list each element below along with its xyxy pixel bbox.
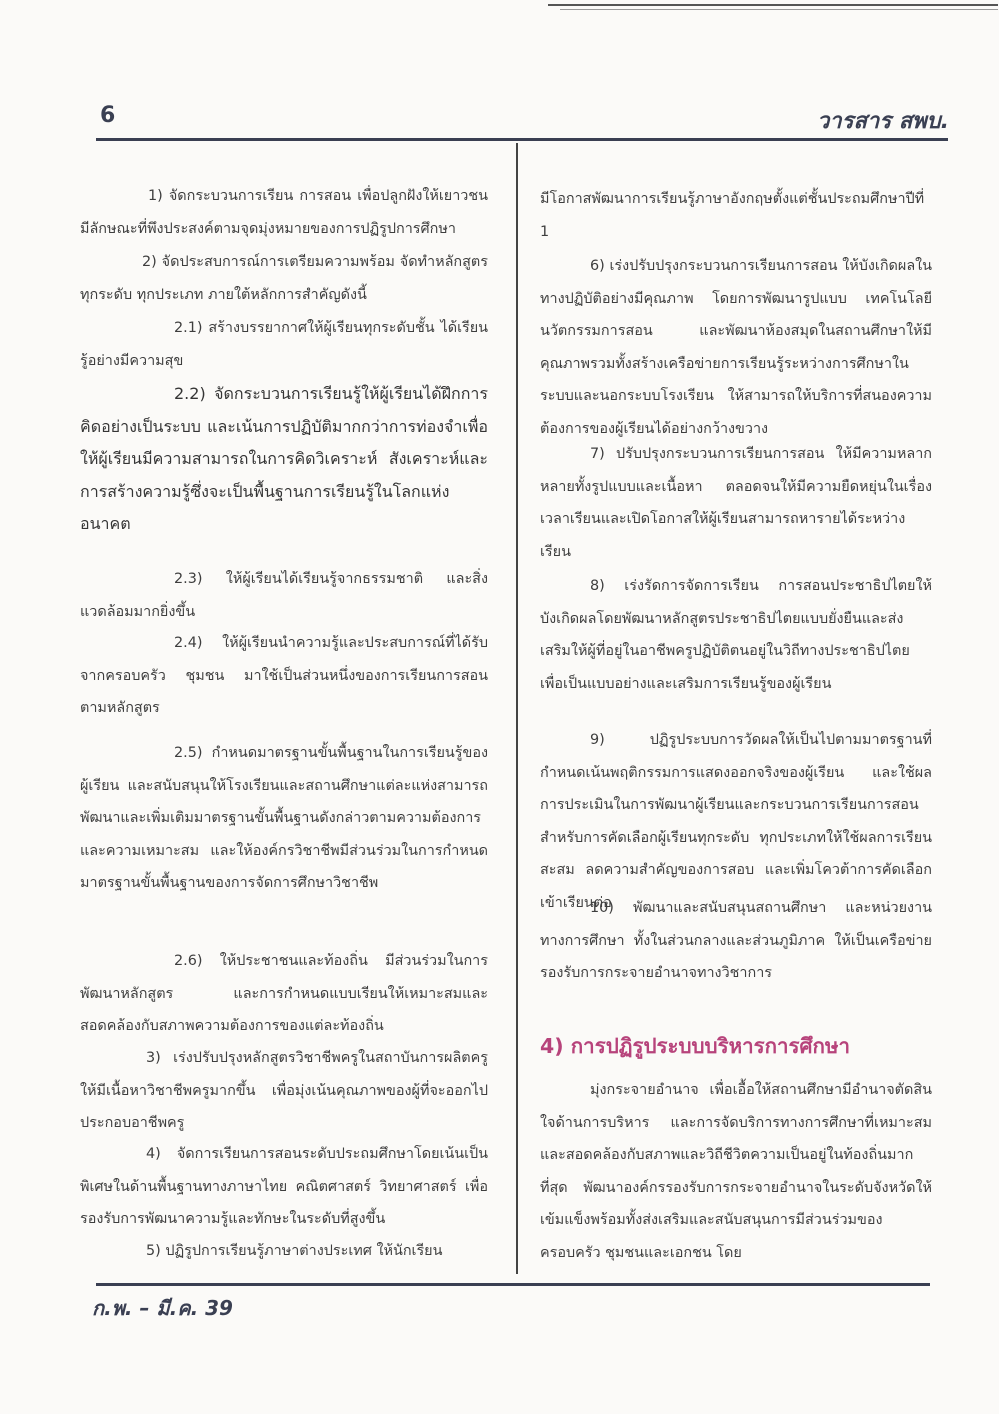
paragraph-4: 4) จัดการเรียนการสอนระดับประถมศึกษาโดยเน้นเป็นพิเศษในด้านพื้นฐานทางภาษาไทย คณิตศาสตร์ วิทยาศาสตร์ เพื่อรองรับการพัฒนาความรู้และทักษะในระดับที่สูงขึ้น [80, 1146, 488, 1228]
paragraph-2-3: 2.3) ให้ผู้เรียนได้เรียนรู้จากธรรมชาติ และสิ่งแวดล้อมมากยิ่งขึ้น [80, 571, 488, 620]
top-edge-rule-thin [560, 9, 998, 10]
paragraph-6: 6) เร่งปรับปรุงกระบวนการเรียนการสอน ให้บังเกิดผลในทางปฏิบัติอย่างมีคุณภาพ โดยการพัฒนารูปแบบ เทคโนโลยีนวัตกรรมการสอน และพัฒนาห้องสมุดในสถานศึกษาให้มีคุณภาพรวมทั้งสร้างเครือข่ายการเรียนรู้ระหว่างการศึกษาในระบบและนอกระบบโรงเรียน ให้สามารถให้บริการที่สนองความต้องการของผู้เรียนได้อย่างกว้างขวาง [540, 258, 932, 437]
paragraph-9: 9) ปฏิรูประบบการวัดผลให้เป็นไปตามมาตรฐานที่กำหนดเน้นพฤติกรรมการแสดงออกจริงของผู้เรียน และใช้ผลการประเมินในการพัฒนาผู้เรียนและกระบวนการเรียนการสอน สำหรับการคัดเลือกผู้เรียนทุกระดับ ทุกประเภทให้ใช้ผลการเรียนสะสม ลดความสำคัญของการสอบ และเพิ่มโควต้าการคัดเลือกเข้าเรียนต่อ [540, 732, 932, 911]
paragraph-2-1: 2.1) สร้างบรรยากาศให้ผู้เรียนทุกระดับชั้น ได้เรียนรู้อย่างมีความสุข [80, 320, 488, 369]
journal-title: วารสาร สพบ. [816, 109, 949, 134]
page-number: 6 [100, 103, 116, 128]
paragraph-10: 10) พัฒนาและสนับสนุนสถานศึกษา และหน่วยงานทางการศึกษา ทั้งในส่วนกลางและส่วนภูมิภาค ให้เป็นเครือข่ายรองรับการกระจายอำนาจทางวิชาการ [540, 900, 932, 982]
paragraph-5-continued: มีโอกาสพัฒนาการเรียนรู้ภาษาอังกฤษตั้งแต่ชั้นประถมศึกษาปีที่ 1 [540, 191, 925, 240]
section-heading: 4) การปฏิรูประบบบริหารการศึกษา [540, 1034, 850, 1058]
header-rule [96, 138, 948, 141]
paragraph-5: 5) ปฏิรูปการเรียนรู้ภาษาต่างประเทศ ให้นักเรียน [146, 1243, 443, 1259]
paragraph-2-2: 2.2) จัดกระบวนการเรียนรู้ให้ผู้เรียนได้ฝึกการคิดอย่างเป็นระบบ และเน้นการปฏิบัติมากกว่าการท่องจำเพื่อให้ผู้เรียนมีความสามารถในการคิดวิเคราะห์ สังเคราะห์และการสร้างความรู้ซึ่งจะเป็นพื้นฐานการเรียนรู้ในโลกแห่งอนาคต [80, 384, 488, 534]
section-body: มุ่งกระจายอำนาจ เพื่อเอื้อให้สถานศึกษามีอำนาจตัดสินใจด้านการบริหาร และการจัดบริการทางการศึกษาที่เหมาะสม และสอดคล้องกับสภาพและวิถีชีวิตความเป็นอยู่ในท้องถิ่นมากที่สุด พัฒนาองค์กรรองรับการกระจายอำนาจในระดับจังหวัดให้เข้มแข็งพร้อมทั้งส่งเสริมและสนับสนุนการมีส่วนร่วมของครอบครัว ชุมชนและเอกชน โดย [540, 1082, 932, 1261]
paragraph-7: 7) ปรับปรุงกระบวนการเรียนการสอน ให้มีความหลากหลายทั้งรูปแบบและเนื้อหา ตลอดจนให้มีความยืดหยุ่นในเรื่องเวลาเรียนและเปิดโอกาสให้ผู้เรียนสามารถหารายได้ระหว่างเรียน [540, 446, 932, 560]
paragraph-1: 1) จัดกระบวนการเรียน การสอน เพื่อปลูกฝังให้เยาวชนมีลักษณะที่พึงประสงค์ตามจุดมุ่งหมายของการปฏิรูปการศึกษา [80, 188, 488, 237]
paragraph-3: 3) เร่งปรับปรุงหลักสูตรวิชาชีพครูในสถาบันการผลิตครู ให้มีเนื้อหาวิชาชีพครูมากขึ้น เพื่อมุ่งเน้นคุณภาพของผู้ที่จะออกไปประกอบอาชีพครู [80, 1050, 488, 1132]
paragraph-2-4: 2.4) ให้ผู้เรียนนำความรู้และประสบการณ์ที่ได้รับจากครอบครัว ชุมชน มาใช้เป็นส่วนหนึ่งของการเรียนการสอน ตามหลักสูตร [80, 635, 488, 717]
column-divider [516, 143, 518, 1274]
paragraph-2: 2) จัดประสบการณ์การเตรียมความพร้อม จัดทำหลักสูตรทุกระดับ ทุกประเภท ภายใต้หลักการสำคัญดังนี้ [80, 254, 488, 303]
issue-date: ก.พ. – มี.ค. 39 [92, 1296, 233, 1320]
paragraph-8: 8) เร่งรัดการจัดการเรียน การสอนประชาธิปไตยให้บังเกิดผลโดยพัฒนาหลักสูตรประชาธิปไตยแบบยั่งยืนและส่งเสริมให้ผู้ที่อยู่ในอาชีพครูปฏิบัติตนอยู่ในวิถีทางประชาธิปไตย เพื่อเป็นแบบอย่างและเสริมการเรียนรู้ของผู้เรียน [540, 578, 932, 692]
top-edge-rule [548, 4, 998, 6]
footer-rule [96, 1283, 930, 1286]
paragraph-2-5: 2.5) กำหนดมาตรฐานขั้นพื้นฐานในการเรียนรู้ของผู้เรียน และสนับสนุนให้โรงเรียนและสถานศึกษาแต่ละแห่งสามารถพัฒนาและเพิ่มเติมมาตรฐานขั้นพื้นฐานดังกล่าวตามความต้องการและความเหมาะสม และให้องค์กรวิชาชีพมีส่วนร่วมในการกำหนดมาตรฐานขั้นพื้นฐานของการจัดการศึกษาวิชาชีพ [80, 745, 488, 892]
paragraph-2-6: 2.6) ให้ประชาชนและท้องถิ่น มีส่วนร่วมในการพัฒนาหลักสูตร และการกำหนดแบบเรียนให้เหมาะสมและสอดคล้องกับสภาพความต้องการของแต่ละท้องถิ่น [80, 953, 488, 1035]
